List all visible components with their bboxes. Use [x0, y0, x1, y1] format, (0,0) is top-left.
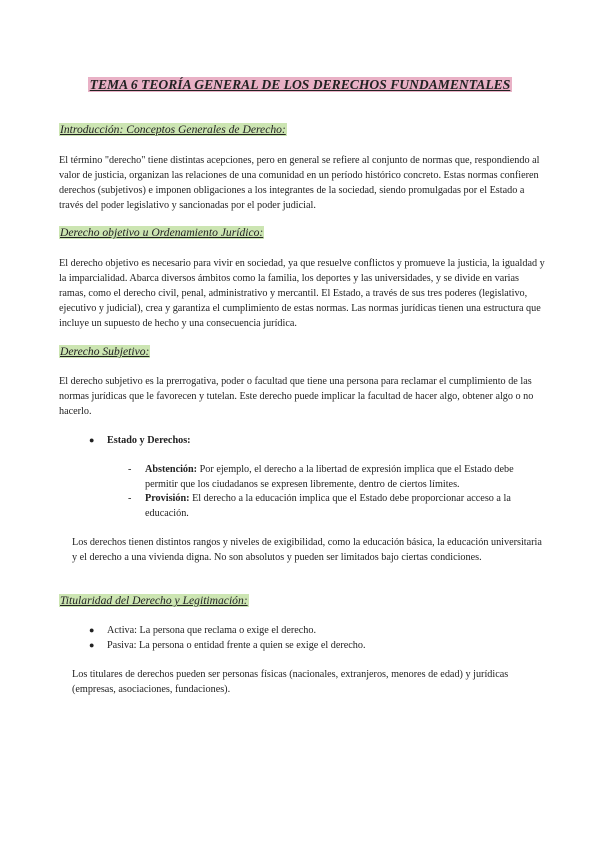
provision-label: Provisión:: [145, 493, 190, 504]
list-item-pasiva: [89, 638, 539, 653]
paragraph-derecho-objetivo: El derecho objetivo es necesario para vivir en sociedad, ya que resuelve conflictos y promueve la justicia, la igualdad y la imparcialidad. Abarca diversos ámbitos como la familia, los deportes y las universidades, y se divide en varias ramas, como el derecho civil, penal, administrativo y mercantil. El Estado, a través de sus tres poderes (legislativo, ejecutivo y judicial), crea y garantiza el cumplimiento de estas normas. Las normas jurídicas tienen una estructura que incluye un supuesto de hecho y una consecuencia jurídica.: [59, 258, 545, 329]
activa-text: Activa: La persona que reclama o exige el derecho.: [107, 625, 317, 636]
heading-introduccion: Introducción: Conceptos Generales de Derecho:: [60, 123, 286, 136]
page-title: TEMA 6 TEORÍA GENERAL DE LOS DERECHOS FUNDAMENTALES: [89, 77, 511, 92]
list-item-activa: [89, 623, 539, 638]
provision-text: El derecho a la educación implica que el Estado debe proporcionar acceso a la educación.: [145, 493, 511, 519]
bullet-icon: ●: [89, 625, 95, 635]
paragraph-derecho-subjetivo: El derecho subjetivo es la prerrogativa, poder o facultad que tiene una persona para reclamar el cumplimiento de las normas jurídicas que le favorecen y tutelan. Este derecho puede implicar la facultad de hacer algo, obtener algo o no hacerlo.: [59, 376, 534, 417]
paragraph-derechos-rangos: Los derechos tienen distintos rangos y niveles de exigibilidad, como la educación básica, la educación universitaria y el derecho a una vivienda digna. No son absolutos y pueden ser limitados bajo ciertas condiciones.: [72, 537, 542, 563]
paragraph-titulares: Los titulares de derechos pueden ser personas físicas (nacionales, extranjeros, menores de edad) y jurídicas (empresas, asociaciones, fundaciones).: [72, 669, 509, 695]
list-item-abstencion: [128, 462, 548, 492]
dash-icon: -: [128, 464, 132, 475]
heading-derecho-objetivo: Derecho objetivo u Ordenamiento Jurídico:: [60, 226, 264, 239]
list-item-estado-derechos: [89, 433, 539, 448]
heading-derecho-subjetivo: Derecho Subjetivo:: [60, 345, 150, 358]
list-item-provision: [128, 491, 548, 521]
abstencion-label: Abstención:: [145, 464, 198, 475]
abstencion-text: Por ejemplo, el derecho a la libertad de expresión implica que el Estado debe permitir que los ciudadanos se expresen libremente, dentro de ciertos límites.: [145, 464, 514, 490]
list-item-label: Estado y Derechos:: [107, 435, 191, 446]
paragraph-introduccion: El término "derecho" tiene distintas acepciones, pero en general se refiere al conjunto de normas que, respondiendo al valor de justicia, organizan las relaciones de una comunidad en un período histórico concreto. Estas normas confieren derechos (subjetivos) e imponen obligaciones a los integrantes de la sociedad, siendo promulgadas por el Estado a través del poder legislativo y sancionadas por el poder judicial.: [59, 155, 540, 211]
dash-icon: -: [128, 493, 132, 504]
abstencion-content: [145, 462, 548, 492]
provision-content: [145, 491, 548, 521]
pasiva-text: Pasiva: La persona o entidad frente a quien se exige el derecho.: [107, 640, 366, 651]
bullet-icon: ●: [89, 435, 95, 445]
heading-titularidad: Titularidad del Derecho y Legitimación:: [60, 594, 248, 607]
bullet-icon: ●: [89, 640, 95, 650]
